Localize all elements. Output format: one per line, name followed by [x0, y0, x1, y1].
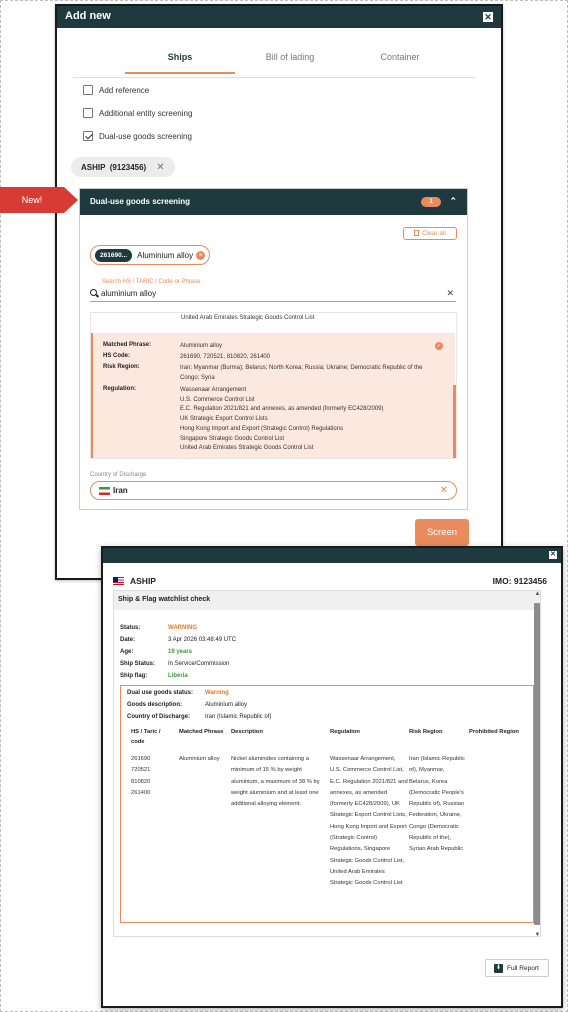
country-value: Iran: [113, 486, 128, 495]
date-row: [120, 637, 236, 643]
age-row: [120, 649, 192, 655]
field-label: Risk Region:: [103, 364, 140, 370]
dual-use-goods-checkbox[interactable]: [83, 131, 192, 141]
search-input[interactable]: [90, 286, 456, 302]
results-scrollbar[interactable]: [453, 385, 456, 459]
count-badge: 1: [421, 197, 441, 207]
tab-bar: [73, 52, 475, 78]
add-new-dialog: [55, 4, 503, 580]
field-value: Aluminium alloy: [180, 343, 223, 349]
dialog-header: [57, 6, 501, 28]
field-label: Matched Phrase:: [103, 342, 152, 348]
report-content: [113, 590, 541, 937]
code-pill: 261690...: [95, 249, 132, 262]
goods-code-chip[interactable]: [90, 245, 210, 265]
table-header: Prohibited Region: [469, 729, 519, 735]
field-label: Date:: [120, 637, 136, 643]
regulation-item: E.C. Regulation 2021/821 and annexes, as amended (formerly EC428/2009): [180, 406, 384, 413]
goods-description-value: Aluminium alloy: [205, 702, 248, 708]
checkbox-label: Additional entity screening: [99, 108, 193, 118]
ship-status-value: In Service/Commission: [168, 661, 230, 667]
field-label: Dual use goods status:: [127, 690, 194, 696]
field-label: Ship flag:: [120, 673, 148, 679]
selected-result[interactable]: [91, 333, 455, 459]
dual-use-result-box: [120, 685, 534, 923]
table-header: Risk Region: [409, 729, 443, 735]
scroll-up-icon[interactable]: ▲: [534, 591, 541, 597]
previous-result-text: United Arab Emirates Strategic Goods Control List: [181, 315, 315, 321]
regulation-list: [180, 386, 442, 454]
remove-ship-icon[interactable]: ✕: [156, 161, 165, 173]
table-cell-codes: 261690 720521 810820 261400: [131, 756, 151, 796]
table-header: Regulation: [330, 729, 360, 735]
report-header: [103, 548, 561, 563]
additional-entity-screening-checkbox[interactable]: [83, 108, 192, 118]
field-value: 261690, 720521, 810820, 261400: [180, 354, 271, 360]
clear-all-label: Clear all: [422, 230, 446, 237]
status-value: WARNING: [168, 625, 197, 631]
age-value: 19 years: [168, 649, 193, 655]
table-cell-description: Nickel aluminides containing a minimum of 15 % by weight aluminium, a maximum of 38 % by weight aluminium and at least one additional alloying element;: [231, 756, 320, 808]
liberia-flag-icon: [113, 577, 124, 585]
tab-bill-of-lading[interactable]: Bill of lading: [265, 52, 315, 62]
tab-container[interactable]: Container: [380, 52, 420, 62]
field-label: Regulation:: [103, 386, 136, 392]
field-label: HS Code:: [103, 353, 130, 359]
regulation-item: Hong Kong Import and Export (Strategic Control) Regulations: [180, 425, 344, 432]
checkbox-box[interactable]: [83, 108, 93, 118]
result-row-hs-code: [103, 353, 442, 363]
search-results-list[interactable]: [90, 312, 457, 459]
country-of-discharge-field[interactable]: [90, 481, 457, 500]
regulation-item: U.S. Commerce Control List: [180, 396, 255, 403]
search-icon: [90, 289, 97, 296]
new-feature-tag: New!: [0, 187, 64, 213]
remove-code-icon[interactable]: ×: [196, 251, 205, 260]
checkbox-box[interactable]: [83, 85, 93, 95]
table-header: Matched Phrase: [179, 729, 224, 735]
field-label: Country of Discharge:: [127, 714, 191, 720]
imo-number: IMO: 9123456: [492, 576, 547, 586]
iran-flag-icon: [99, 487, 110, 495]
full-report-button[interactable]: [485, 959, 549, 977]
scrollbar-thumb[interactable]: [534, 603, 540, 925]
code-chip-label: Aluminium alloy: [137, 250, 194, 260]
ship-flag-value: Liberia: [168, 673, 188, 679]
result-row-risk-region: [103, 364, 442, 383]
dual-use-status-value: Warning: [205, 690, 229, 696]
field-label: Ship Status:: [120, 661, 156, 667]
section-title: Ship & Flag watchlist check: [114, 591, 540, 610]
result-row-matched-phrase: [103, 342, 442, 352]
checkbox-label: Add reference: [99, 85, 150, 95]
dual-use-status-row: [127, 690, 229, 696]
full-report-label: Full Report: [507, 964, 539, 972]
ship-name: ASHIP: [130, 576, 156, 586]
dual-use-panel-header[interactable]: [80, 189, 467, 215]
check-circle-icon: ✓: [436, 343, 442, 349]
table-cell-regulation: Wassenaar Arrangement, U.S. Commerce Control List, E.C. Regulation 2021/821 and annexes, as amended (formerly EC428/2009), UK Strategic Export Control Lists, Hong Kong Import and Export (Strategic Control) Regulations, Singapore Strategic Goods Control List, United Arab Emirates Strategic Goods Control List: [330, 756, 408, 887]
table-header: Description: [231, 729, 263, 735]
panel-title: Dual-use goods screening: [90, 197, 191, 206]
search-value: aluminium alloy: [101, 289, 157, 298]
clear-all-button[interactable]: [403, 227, 457, 240]
chevron-up-icon[interactable]: ⌃: [449, 196, 457, 206]
result-row-regulation: [103, 386, 442, 454]
download-icon: ⬇: [495, 964, 502, 971]
status-row: [120, 625, 197, 631]
trash-icon: [414, 230, 419, 236]
checkbox-box-checked[interactable]: [83, 131, 93, 141]
country-label: Country of Discharge: [90, 472, 147, 478]
ship-title: [113, 576, 156, 586]
screen-button[interactable]: Screen: [415, 519, 469, 546]
table-cell-matched-phrase: Aluminium alloy: [179, 756, 220, 762]
add-reference-checkbox[interactable]: [83, 85, 149, 95]
close-icon[interactable]: ✕: [550, 551, 556, 558]
checkbox-label: Dual-use goods screening: [99, 131, 192, 141]
dialog-title: Add new: [65, 10, 111, 22]
ship-report-dialog: [101, 546, 563, 1008]
country-discharge-value: Iran (Islamic Republic of): [205, 714, 272, 720]
country-discharge-row: [127, 714, 271, 720]
ship-flag-row: [120, 673, 188, 679]
date-value: 3 Apr 2026 03:48:49 UTC: [168, 637, 237, 643]
regulation-item: Singapore Strategic Goods Control List: [180, 435, 285, 442]
clear-country-icon[interactable]: ✕: [439, 485, 448, 496]
ship-chip-label: ASHIP (9123456): [81, 162, 147, 172]
table-header: HS / Taric / code: [131, 729, 161, 745]
search-label: Search HS / TARIC / Code or Phrase: [102, 279, 201, 285]
dual-use-panel: [79, 188, 468, 510]
regulation-item: United Arab Emirates Strategic Goods Control List: [180, 445, 314, 452]
regulation-item: Wassenaar Arrangement: [180, 387, 247, 393]
regulation-item: UK Strategic Export Control Lists: [180, 416, 268, 423]
goods-description-row: [127, 702, 247, 708]
report-scrollbar[interactable]: [533, 591, 541, 937]
field-label: Age:: [120, 649, 134, 655]
field-label: Status:: [120, 625, 141, 631]
ship-chip[interactable]: [71, 157, 175, 177]
tab-ships[interactable]: Ships: [125, 52, 235, 74]
table-cell-risk-region: Iran (Islamic Republic of), Myanmar, Belarus, Korea (Democratic People's Republic of), Russian Federation, Ukraine, Congo (Democratic Republic of the), Syrian Arab Republic: [409, 756, 465, 853]
close-icon[interactable]: ✕: [484, 12, 492, 22]
field-label: Goods description:: [127, 702, 183, 708]
field-value: Iran; Myanmar (Burma); Belarus; North Korea; Russia; Ukraine; Democratic Republic of the Congo; Syria: [180, 365, 423, 381]
ship-status-row: [120, 661, 229, 667]
clear-search-icon[interactable]: ✕: [446, 288, 454, 298]
scroll-down-icon[interactable]: ▼: [534, 932, 541, 937]
